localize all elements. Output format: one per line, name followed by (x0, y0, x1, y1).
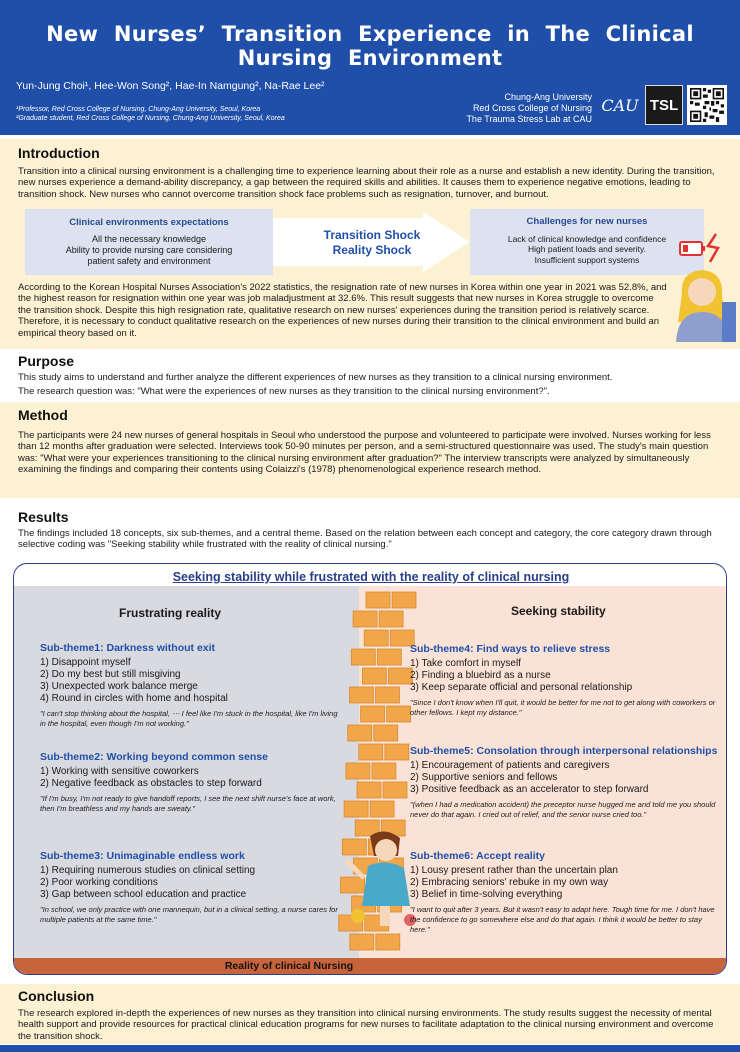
brick (359, 744, 383, 760)
brick (348, 725, 372, 741)
brick (392, 592, 416, 608)
transition-shock-label (282, 220, 462, 268)
reality-of-clinical-nursing-label: Reality of clinical Nursing (224, 960, 354, 972)
affiliations (16, 105, 285, 123)
frustrating-reality-heading: Frustrating reality (119, 606, 222, 620)
sub-theme-1 (40, 642, 340, 729)
reality-shock-text: Reality Shock (332, 243, 412, 257)
expectation-item: All the necessary knowledge (91, 234, 207, 244)
brick (370, 801, 394, 817)
purpose-paragraph-2: The research question was: "What were the experiences of new nurses as they transition to the clinical nursing environment?". (18, 386, 550, 397)
stressed-nurse-icon (672, 232, 738, 342)
sub-theme-3-title: Sub-theme3: Unimaginable endless work (40, 850, 245, 862)
concept-item: 2) Negative feedback as obstacles to step forward (40, 778, 262, 789)
sub-theme-2 (40, 751, 340, 814)
sub-theme-1-title: Sub-theme1: Darkness without exit (40, 642, 216, 654)
poster-title: New Nurses’ Transition Experience in The Clinical Nursing Environment (46, 22, 694, 70)
brick (377, 649, 401, 665)
institution-line-2: Red Cross College of Nursing (472, 103, 592, 113)
brick (385, 744, 409, 760)
institution-line-1: Chung-Ang University (504, 92, 592, 102)
sub-theme-5 (410, 745, 720, 820)
sub-theme-6-title: Sub-theme6: Accept reality (410, 850, 545, 862)
central-theme-title: Seeking stability while frustrated with the reality of clinical nursing (172, 570, 570, 584)
results-diagram (13, 563, 727, 975)
concept-item: 3) Gap between school education and practice (40, 889, 247, 900)
concept-item: 3) Belief in time-solving everything (410, 889, 563, 900)
sub-theme-5-quote: "(when I had a medication accident) the preceptor nurse hugged me and told me you should never do that again. I cried out of relief, and the senior nurse cried too." (410, 800, 716, 819)
concept-item: 3) Unexpected work balance merge (40, 681, 198, 692)
concept-item: 3) Positive feedback as an accelerator to step forward (410, 784, 649, 795)
concept-item: 1) Encouragement of patients and caregivers (410, 760, 610, 771)
sub-theme-5-title: Sub-theme5: Consolation through interpersonal relationships (410, 745, 718, 757)
tsl-logo: TSL (645, 85, 683, 125)
brick (351, 649, 375, 665)
brick (344, 801, 368, 817)
qr-code-icon[interactable] (687, 85, 727, 125)
brick (379, 611, 403, 627)
sub-theme-6-quote: "I want to quit after 3 years. But it wasn't easy to adapt here. Tough time for me. I don't have the confidence to go somewhere else and do that again. I think it would be better to stay here." (410, 905, 715, 934)
challenge-item: Lack of clinical knowledge and confidence (507, 233, 667, 244)
brick (364, 630, 388, 646)
concept-item: 1) Lousy present rather than the uncertain plan (410, 865, 618, 876)
transition-shock-text: Transition Shock (323, 228, 421, 242)
sub-theme-3-quote: "In school, we only practice with one mannequin, but in a clinical setting, a nurse cares for multiple patients at the same time." (40, 905, 338, 924)
brick (372, 763, 396, 779)
institution-line-3: The Trauma Stress Lab at CAU (466, 114, 592, 124)
brick (374, 725, 398, 741)
brick (361, 706, 385, 722)
concept-item: 2) Finding a bluebird as a nurse (410, 670, 551, 681)
concept-item: 1) Disappoint myself (40, 657, 131, 668)
introduction-paragraph-1: Transition into a clinical nursing environment is a challenging time to experience learning about their role as a nurse and establish a new identity. During the transition, new nurses experience a demand-ability discrepancy, a gap between the required skills and abilities. It causes them to experience negative emotions, leading to transition shock. New nurses who cannot overcome transition shock face problems such as resignation, turnover, and burnout. (18, 166, 715, 200)
brick (362, 668, 386, 684)
brick (350, 934, 374, 950)
footer-bar (0, 1045, 740, 1052)
sub-theme-6 (410, 850, 720, 935)
conclusion-paragraph: The research explored in-depth the experiences of new nurses as they transition into clinical nursing environments. The study results suggest the necessity of mental health support and provide resources for practical clinical education programs for new nurses to facilitate adaptation to the clinical nursing environment and overcome the transition shock. (18, 1008, 714, 1042)
conclusion-heading: Conclusion (18, 988, 95, 1004)
purpose-paragraph-1: This study aims to understand and further analyze the different experiences of new nurses as they transition to a clinical nursing environment. (18, 372, 613, 383)
challenges-title: Challenges for new nurses (526, 216, 648, 227)
brick (366, 592, 390, 608)
sub-theme-4-title: Sub-theme4: Find ways to relieve stress (410, 643, 611, 655)
sub-theme-2-quote: "If I'm busy, I'm not ready to give handoff reports, I see the next shift nurse's face at work, then I'm breathless and my hands are sweaty." (40, 794, 336, 813)
brick (387, 706, 411, 722)
qr-code-graphic (690, 88, 724, 122)
concept-item: 1) Requiring numerous studies on clinical setting (40, 865, 256, 876)
introduction-heading: Introduction (18, 145, 100, 161)
introduction-paragraph-2: According to the Korean Hospital Nurses Association's 2022 statistics, the resignation rate of new nurses in Korea within one year in 2021 was 52.8%, and the highest reason for resignation within one year was job maladjustment at 32.6%. This result suggests that new nurses in Korea struggle to overcome the transition shock. Despite this high resignation rate, qualitative research on new nurses' experiences during the transition period is relatively scarce. Therefore, it is necessary to conduct qualitative research on the experiences of new nurses during their transition to the clinical environment and build an empirical theory based on it. (18, 282, 667, 339)
seeking-stability-heading: Seeking stability (511, 604, 606, 618)
concept-item: 2) Embracing seniors' rebuke in my own way (410, 877, 609, 888)
concept-item: 4) Round in circles with home and hospital (40, 693, 228, 704)
purpose-heading: Purpose (18, 353, 75, 369)
affiliation-1: ¹Professor, Red Cross College of Nursing, Chung-Ang University, Seoul, Korea (16, 106, 261, 113)
concept-item: 1) Take comfort in myself (410, 658, 521, 669)
concept-item: 2) Do my best but still misgiving (40, 669, 181, 680)
clinical-expectations-box (25, 209, 273, 275)
cau-logo: CAU (601, 96, 639, 115)
expectation-item: patient safety and environment (87, 256, 211, 266)
brick (376, 687, 400, 703)
institution-block (466, 92, 592, 125)
results-paragraph: The findings included 18 concepts, six sub-themes, and a central theme. Based on the relation between each concept and category, the core category drawn through selective coding was "Seeking stability while frustrated with the reality of clinical nursing." (18, 528, 712, 551)
sub-theme-4-quote: "Since I don't know when I'll quit, it would be better for me not to get along with coworkers or other fellows. I kept my distance." (410, 698, 716, 717)
poster-header (0, 0, 740, 135)
concept-item: 2) Poor working conditions (40, 877, 158, 888)
sub-theme-2-title: Sub-theme2: Working beyond common sense (40, 751, 268, 763)
brick (383, 782, 407, 798)
sub-theme-4 (410, 643, 720, 718)
brick (357, 782, 381, 798)
method-heading: Method (18, 407, 68, 423)
concept-item: 1) Working with sensitive coworkers (40, 766, 199, 777)
challenge-item: Insufficient support systems (534, 254, 640, 265)
expectation-item: Ability to provide nursing care considering (65, 245, 233, 255)
brick (350, 687, 374, 703)
challenge-item: High patient loads and severity. (528, 244, 646, 254)
brick (376, 934, 400, 950)
sub-theme-1-quote: "I can't stop thinking about the hospital, ⋯ I feel like I'm stuck in the hospital, like I'm living in the hospital, even though I'm not working." (40, 709, 338, 728)
brick (346, 763, 370, 779)
concept-item: 2) Supportive seniors and fellows (410, 772, 558, 783)
affiliation-2: ²Graduate student, Red Cross College of Nursing, Chung-Ang University, Seoul, Korea (16, 115, 285, 122)
new-nurse-challenges-box (470, 209, 704, 275)
concept-item: 3) Keep separate official and personal relationship (410, 682, 633, 693)
sub-theme-3 (40, 850, 340, 925)
brick (353, 611, 377, 627)
authors: Yun-Jung Choi¹, Hee-Won Song², Hae-In Namgung², Na-Rae Lee² (16, 80, 325, 92)
results-heading: Results (18, 509, 69, 525)
brick (388, 668, 412, 684)
method-paragraph: The participants were 24 new nurses of general hospitals in Seoul who understood the purpose and volunteered to participate were involved. Nurses working for less than 12 months after graduation were selected. Interviews took 50-90 minutes per person, and a semi-structured questionnaire was used. The study's main question was: "What were your experiences transitioning to the clinical nursing environment after graduation?" The interview transcripts were analyzed by simultaneously examining the findings and comparing their contents using Colaizzi's (1978) phenomenological experience research method. (18, 430, 711, 476)
clinical-expectations-title: Clinical environments expectations (69, 217, 229, 228)
